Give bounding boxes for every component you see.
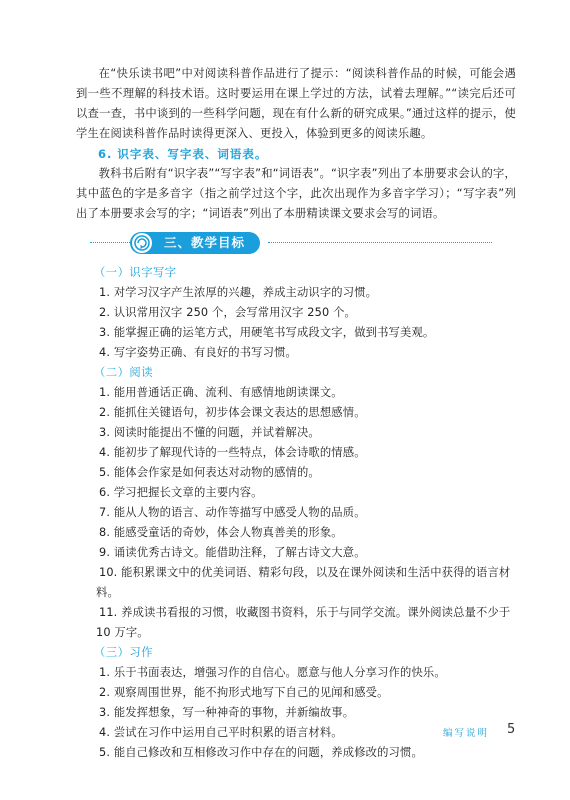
- list-item: 8. 能感受童话的奇妙，体会人物真善美的形象。: [99, 526, 343, 539]
- list-item: 4. 能初步了解现代诗的一些特点，体会诗歌的情感。: [99, 446, 366, 459]
- list-item: 2. 能抓住关键语句，初步体会课文表达的思想感情。: [99, 406, 366, 419]
- list-item: 1. 对学习汉字产生浓厚的兴趣，养成主动识字的习惯。: [99, 286, 378, 299]
- intro-section: [76, 64, 516, 224]
- dotted-divider-right: [268, 242, 492, 243]
- section-title: 三、教学目标: [164, 235, 246, 250]
- page-footer: [443, 722, 523, 740]
- list-item: 2. 认识常用汉字 250 个，会写常用汉字 250 个。: [99, 306, 356, 319]
- list-item: 1. 能用普通话正确、流利、有感情地朗读课文。: [99, 386, 343, 399]
- section-header: [76, 232, 516, 254]
- subheading-6: 6. 识字表、写字表、词语表。: [98, 147, 268, 161]
- list-item: 3. 阅读时能提出不懂的问题，并试着解决。: [99, 426, 320, 439]
- list-item: 3. 能发挥想象，写一种神奇的事物，并新编故事。: [99, 706, 355, 719]
- section-title-pill: [130, 232, 260, 254]
- list-item: 11. 养成读书看报的习惯，收藏图书资料，乐于与同学交流。课外阅读总量不少于 10 万字。: [96, 606, 511, 639]
- list-item: 3. 能掌握正确的运笔方式，用硬笔书写成段文字，做到书写美观。: [99, 326, 435, 339]
- category-heading: （三）习作: [94, 646, 153, 659]
- list-item: 1. 乐于书面表达，增强习作的自信心。愿意与他人分享习作的快乐。: [99, 666, 446, 679]
- list-item: 7. 能从人物的语言、动作等描写中感受人物的品质。: [99, 506, 366, 519]
- category-heading: （二）阅读: [94, 366, 153, 379]
- list-item: 6. 学习把握长文章的主要内容。: [99, 486, 263, 499]
- teaching-goals: [96, 263, 521, 763]
- page-number: 5: [507, 722, 516, 737]
- circle-arrow-icon: [132, 233, 152, 253]
- list-item: 4. 写字姿势正确、有良好的书写习惯。: [99, 346, 297, 359]
- list-item: 4. 尝试在习作中运用自己平时积累的语言材料。: [99, 726, 343, 739]
- intro-paragraph-2: 教科书后附有“识字表”“写字表”和“词语表”。“识字表”列出了本册要求会认的字，其中蓝色的字是多音字（指之前学过这个字，此次出现作为多音字学习）；“写字表”列出了本册要求会写的字；“词语表”列出了本册精读课文要求会写的词语。: [76, 167, 516, 220]
- category-heading: （一）识字写字: [94, 266, 177, 279]
- list-item: 5. 能自己修改和互相修改习作中存在的问题，养成修改的习惯。: [99, 746, 423, 759]
- list-item: 2. 观察周围世界，能不拘形式地写下自己的见闻和感受。: [99, 686, 389, 699]
- intro-paragraph-1: 在“快乐读书吧”中对阅读科普作品进行了提示：“阅读科普作品的时候，可能会遇到一些不理解的科技术语。这时要运用在课上学过的方法，试着去理解。”“读完后还可以查一查，书中谈到的一些科学问题，现在有什么新的研究成果。”通过这样的提示，使学生在阅读科普作品时读得更深入、更投入，体验到更多的阅读乐趣。: [76, 67, 516, 140]
- footer-label: 编写说明: [443, 728, 490, 739]
- list-item: 9. 诵读优秀古诗文。能借助注释，了解古诗文大意。: [99, 546, 366, 559]
- list-item: 10. 能积累课文中的优美词语、精彩句段，以及在课外阅读和生活中获得的语言材料。: [96, 566, 511, 599]
- list-item: 5. 能体会作家是如何表达对动物的感情的。: [99, 466, 320, 479]
